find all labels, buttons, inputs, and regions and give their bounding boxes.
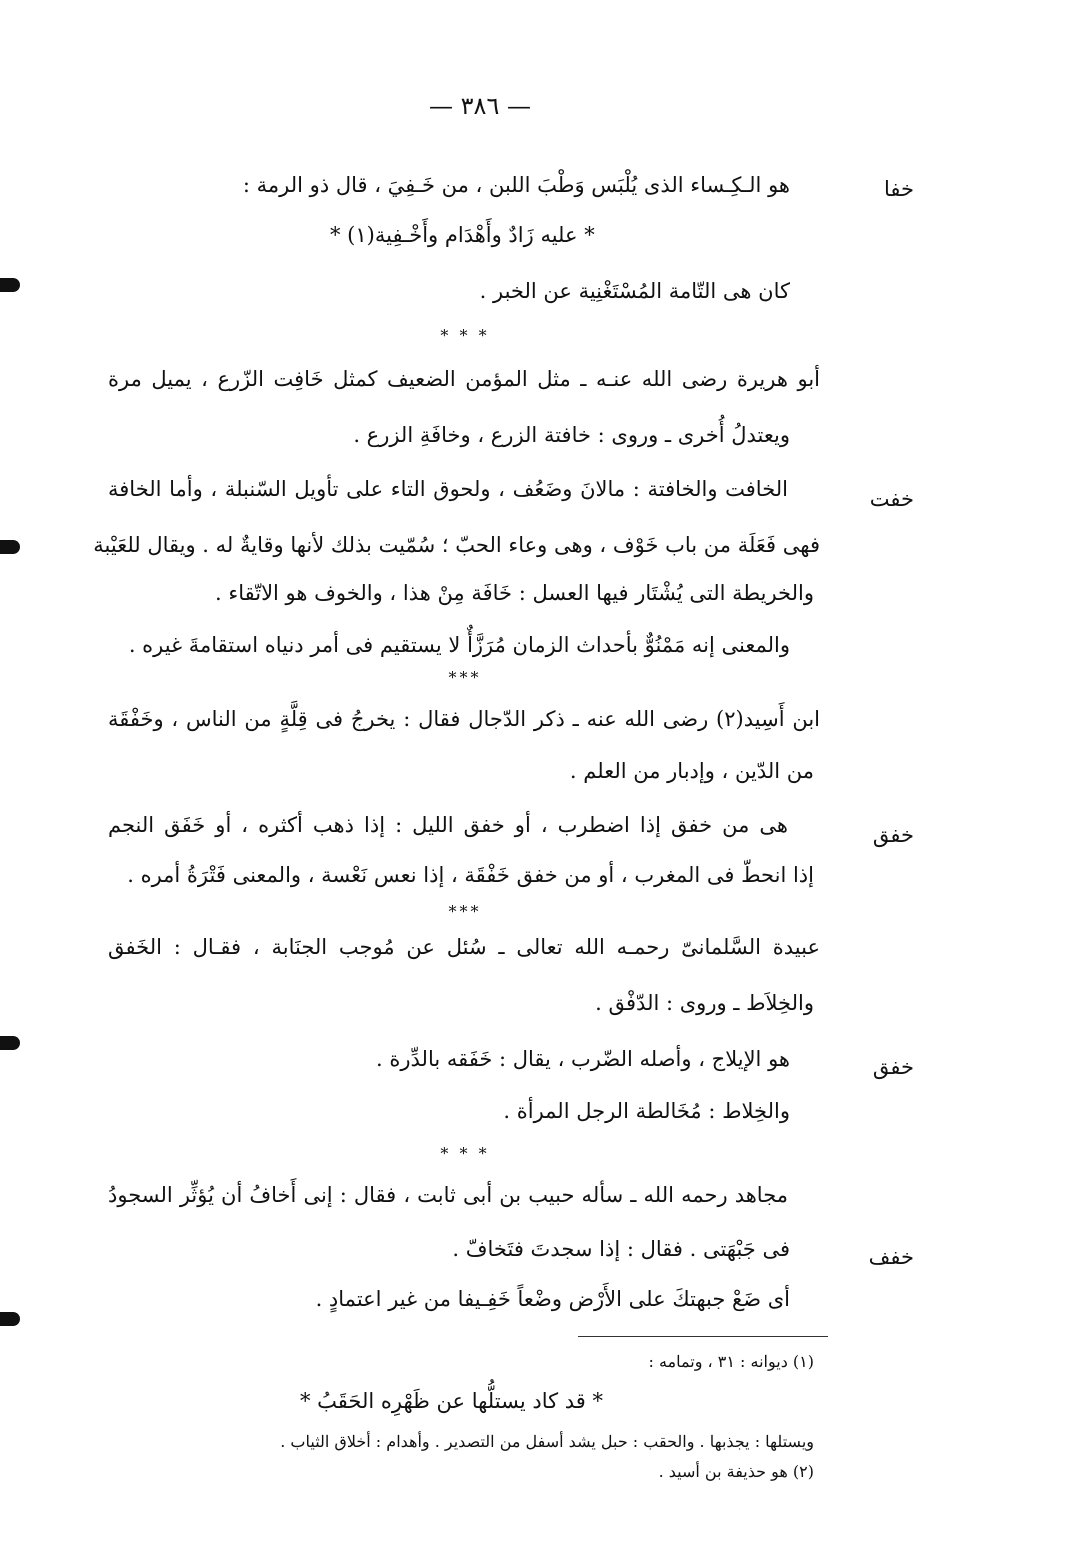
verse-line: * عليه زَادٌ وأَهْدَام وأَخْـفِية(١) * [330, 223, 595, 247]
entry-line: والخِلاط : مُخَالطة الرجل المرأة . [503, 1099, 790, 1123]
thumb-tab-mark [0, 540, 20, 554]
entry-line: هى من خفق إذا اضطرب ، أو خفق الليل : إذا ذهب أكثره ، أو خَفَق النجم [108, 813, 788, 837]
section-separator: *** [448, 668, 482, 687]
entry-keyword-khafq: خفق [872, 1055, 914, 1079]
footnote: ويستلها : يجذبها . والحقب : حبل يشد أسفل من التصدير . وأهدام : أخلاق الثياب . [280, 1432, 814, 1451]
entry-line: ويعتدلُ أُخرى ـ وروى : خافتة الزرع ، وخافَةِ الزرع . [353, 423, 790, 447]
footnote-verse: * قد كاد يستلُّها عن ظَهْرِه الحَقَبُ * [300, 1389, 604, 1413]
thumb-tab-mark [0, 278, 20, 292]
page-number: — ٣٨٦ — [429, 92, 531, 120]
entry-line: والخِلاَط ـ وروى : الدّفْق . [595, 991, 814, 1015]
section-separator: * * * [440, 326, 490, 345]
entry-line: فهى فَعَلَة من باب خَوْف ، وهى وعاء الحبّ ؛ سُمّيت بذلك لأنها وقايةٌ له . ويقال للعَيْبة [93, 533, 820, 557]
entry-line: هو الإيلاج ، وأصله الضّرب ، يقال : خَفَقه بالدِّرة . [376, 1047, 790, 1071]
entry-line: الخافت والخافتة : مالانَ وضَعُف ، ولحوق التاء على تأويل السّنبلة ، وأما الخافة [108, 477, 788, 501]
entry-keyword-khafq: خفق [872, 823, 914, 847]
footnote: (١) ديوانه : ٣١ ، وتمامه : [648, 1352, 814, 1371]
entry-line: فى جَبْهَتى . فقال : إذا سجدتَ فتَخافّ . [452, 1237, 790, 1261]
thumb-tab-mark [0, 1312, 20, 1326]
entry-keyword-khaft: خفت [869, 487, 914, 511]
entry-line: هو الـكِـساء الذى يُلْبَس وَطْبَ اللبن ، من خَـفِيَ ، قال ذو الرمة : [242, 173, 790, 197]
entry-line: والمعنى إنه مَمْنُوٌّ بأحداث الزمان مُرَزَّأٌ لا يستقيم فى أمر دنياه استقامةَ غيره . [128, 633, 790, 657]
entry-line: أبو هريرة رضى الله عنـه ـ مثل المؤمن الضعيف كمثل خَافِت الزّرع ، يميل مرة [108, 367, 820, 391]
thumb-tab-mark [0, 1036, 20, 1050]
footnote-divider [578, 1336, 828, 1337]
entry-line: ابن أَسِيد(٢) رضى الله عنه ـ ذكر الدّجال فقال : يخرجُ فى قِلَّةٍ من الناس ، وخَفْقَة [108, 707, 820, 731]
entry-line: والخريطة التى يُشْتَار فيها العسل : خَافَة مِنْ هذا ، والخوف هو الاتّقاء . [214, 581, 814, 605]
section-separator: * * * [440, 1144, 490, 1163]
section-separator: *** [448, 902, 482, 921]
entry-line: إذا انحطّ فى المغرب ، أو من خفق خَفْقَة ، إذا نعس نَعْسة ، والمعنى فَتْرَةُ أمره . [127, 863, 814, 887]
entry-keyword-khafa: خفا [883, 177, 914, 201]
footnote: (٢) هو حذيفة بن أسيد . [658, 1462, 814, 1481]
entry-keyword-khaff: خفف [868, 1245, 914, 1269]
entry-line: كان هى التّامة المُسْتَغْنِية عن الخبر . [479, 279, 790, 303]
entry-line: مجاهد رحمه الله ـ سأله حبيب بن أبى ثابت ، فقال : إنى أَخافُ أن يُؤثِّر السجودُ [108, 1183, 788, 1207]
entry-line: عبيدة السَّلمانىّ رحمـه الله تعالى ـ سُئل عن مُوجب الجنَابة ، فقـال : الخَفق [108, 935, 820, 959]
entry-line: من الدّين ، وإدبار من العلم . [569, 759, 814, 783]
entry-line: أى ضَعْ جبهتكَ على الأَرْض وضْعاً خَفِـيفا من غير اعتمادٍ . [315, 1287, 790, 1311]
